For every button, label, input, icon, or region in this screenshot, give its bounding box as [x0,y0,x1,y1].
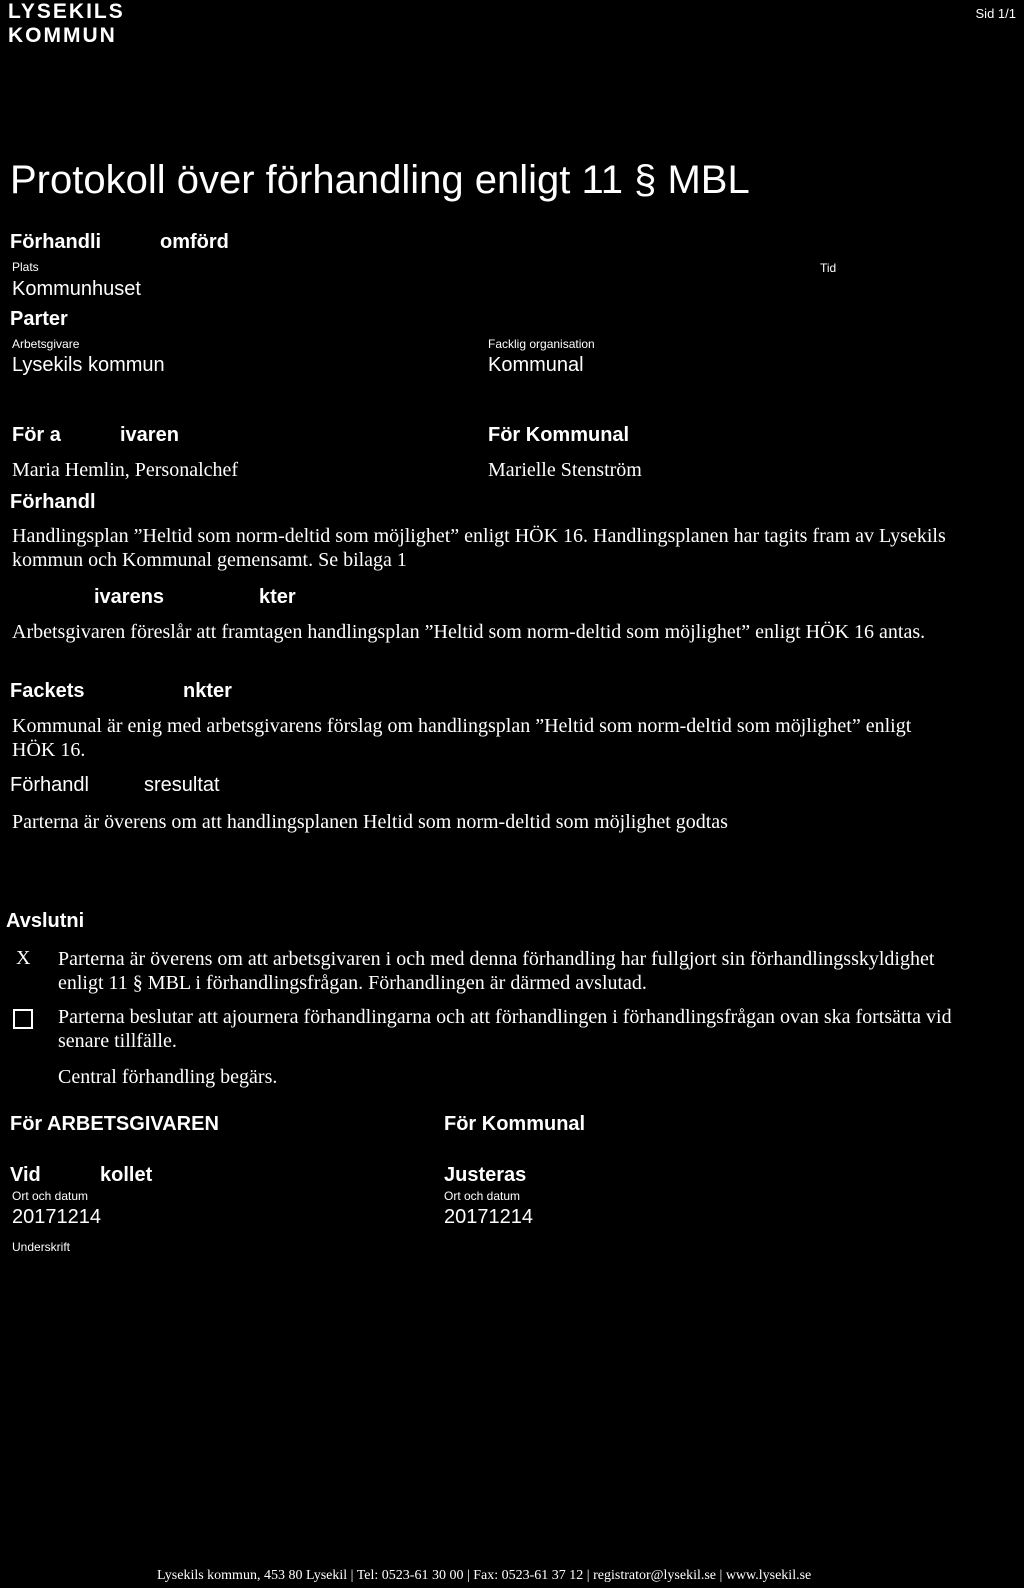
footer-contact: Lysekils kommun, 453 80 Lysekil | Tel: 0523-61 30 00 | Fax: 0523-61 37 12 | registrator@lysekil.se | www.lysekil.se [157,1568,812,1583]
adjust-heading: Justeras [444,1164,527,1186]
place-date-label-1: Ort och datum [12,1189,89,1203]
union-value: Kommunal [488,354,584,376]
place-date-label-2: Ort och datum [444,1189,521,1203]
logo [8,0,125,48]
closing-heading: Avslutni [6,910,85,932]
sign-union-heading: För Kommunal [444,1113,586,1135]
union-views-text: Kommunal är enig med arbetsgivarens förslag om handlingsplan ”Heltid som norm-deltid som möjlighet” enligt HÖK 16. [12,715,912,761]
place-label: Plats [12,260,39,274]
option-2-text: Parterna beslutar att ajournera förhandlingarna och att förhandlingen i förhandlingsfrågan ovan ska fortsätta vid senare tillfälle. [58,1006,952,1052]
union-views-heading-part-1: Fackets [10,680,85,702]
date-1: 20171214 [12,1206,101,1228]
employer-label: Arbetsgivare [12,337,80,351]
subject-text: Handlingsplan ”Heltid som norm-deltid som möjlighet” enligt HÖK 16. Handlingsplanen har tagits fram av Lysekils kommun och Kommunal gemensamt. Se bilaga 1 [12,525,946,571]
union-label: Facklig organisation [488,337,595,351]
result-text: Parterna är överens om att handlingsplanen Heltid som norm-deltid som möjlighet godtas [12,811,728,833]
employer-rep-name: Maria Hemlin, Personalchef [12,459,239,481]
subject-heading: Förhandl [10,491,96,513]
employer-views-heading-part-2: kter [259,586,296,608]
option-2-checkbox[interactable] [13,1009,33,1029]
union-rep-heading: För Kommunal [488,424,630,446]
option-1-mark: X [16,947,31,969]
employer-views-heading-part-1: ivarens [94,586,165,608]
protocol-heading-part-2: kollet [100,1164,153,1186]
parties-heading: Parter [10,308,68,330]
employer-views-text: Arbetsgivaren föreslår att framtagen handlingsplan ”Heltid som norm-deltid som möjlighet” enligt HÖK 16 antas. [12,621,926,643]
employer-rep-heading-part-1: För a [12,424,61,446]
result-heading-part-2: sresultat [144,774,220,796]
signature-label: Underskrift [12,1240,71,1254]
logo-line-2: KOMMUN [8,24,117,47]
employer-rep-heading-part-2: ivaren [120,424,179,446]
place-value: Kommunhuset [12,278,141,300]
union-views-heading-part-2: nkter [183,680,232,702]
meeting-heading-part-2: omförd [160,231,229,253]
page-number: Sid 1/1 [975,6,1016,21]
sign-employer-heading: För ARBETSGIVAREN [10,1113,219,1135]
time-label: Tid [820,261,837,275]
result-heading-part-1: Förhandl [10,774,89,796]
employer-value: Lysekils kommun [12,354,165,376]
page-title: Protokoll över förhandling enligt 11 § MBL [10,158,750,202]
option-3-text: Central förhandling begärs. [58,1066,278,1088]
option-1-text: Parterna är överens om att arbetsgivaren i och med denna förhandling har fullgjort sin förhandlingsskyldighet enligt 11 § MBL i förhandlingsfrågan. Förhandlingen är därmed avslutad. [58,948,935,994]
union-rep-name: Marielle Stenström [488,459,642,481]
logo-line-1: LYSEKILS [8,0,125,23]
meeting-heading-part-1: Förhandli [10,231,102,253]
protocol-heading-part-1: Vid [10,1164,41,1186]
date-2: 20171214 [444,1206,533,1228]
